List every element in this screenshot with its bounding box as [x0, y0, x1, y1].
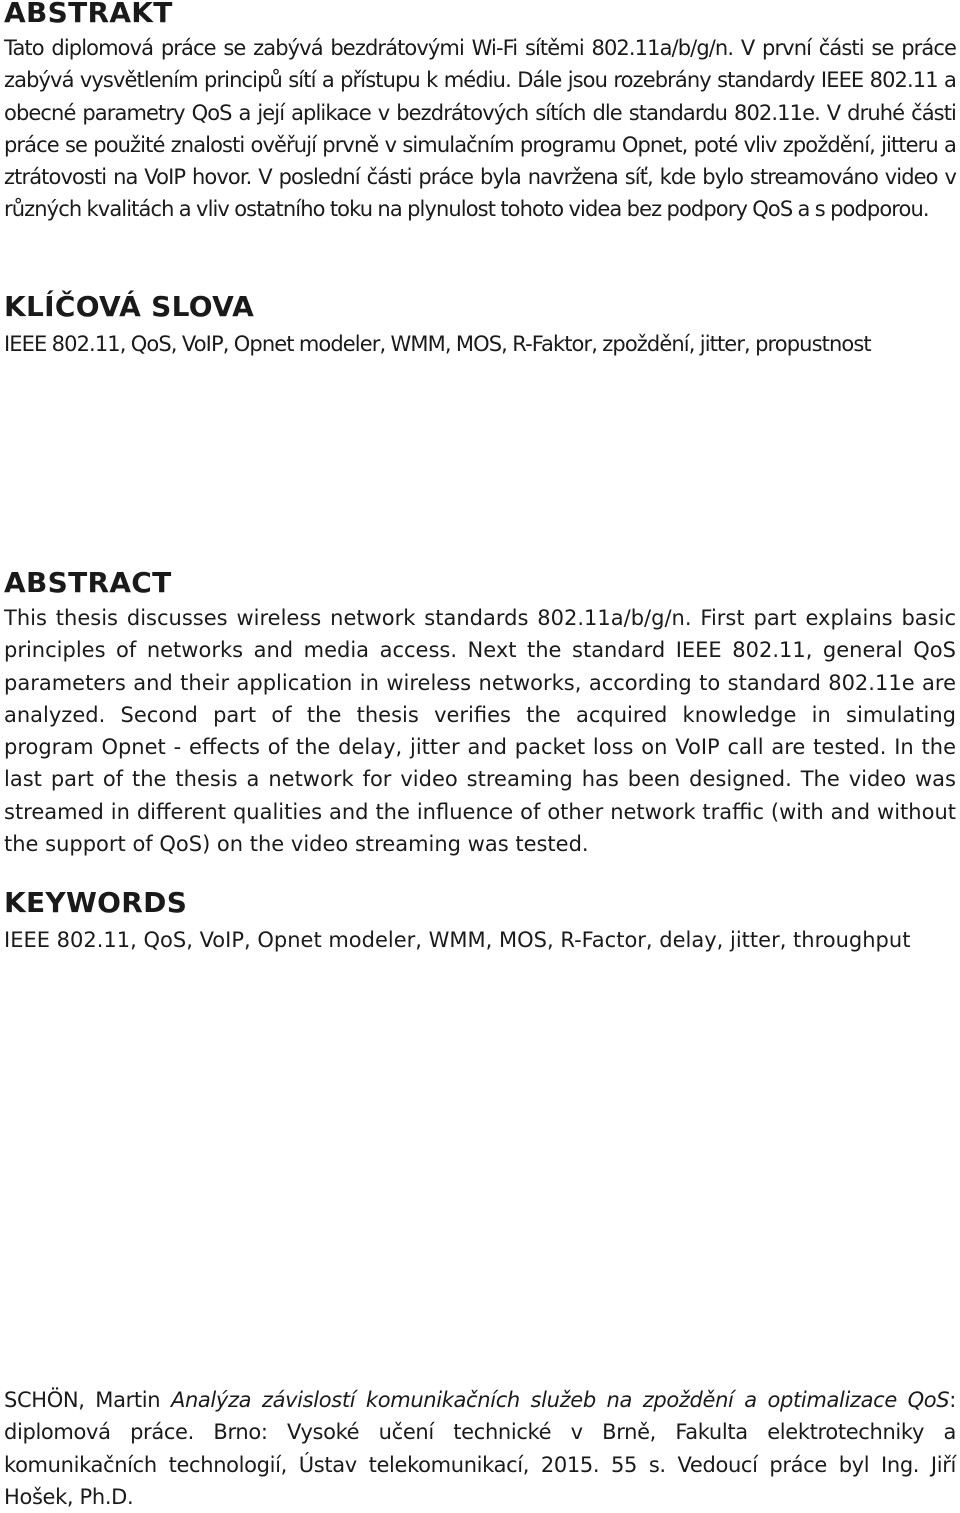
abstrakt-heading: ABSTRAKT: [4, 0, 173, 29]
abstract-text: This thesis discusses wireless network standards 802.11a/b/g/n. First part explains basic principles of networks and media access. Next the standard IEEE 802.11, general QoS parameters and their application in wireless networks, according to standard 802.11e are analyzed. Second part of the thesis verifies the acquired knowledge in simulating program Opnet - effects of the delay, jitter and packet loss on VoIP call are tested. In the last part of the thesis a network for video streaming has been designed. The video was streamed in different qualities and the influence of other network traffic (with and without the support of QoS) on the video streaming was tested.: [4, 606, 956, 857]
keywords-section: [4, 888, 956, 956]
abstrakt-section: [4, 0, 956, 226]
citation-section: [4, 1384, 956, 1513]
abstract-heading: ABSTRACT: [4, 566, 172, 599]
citation-author: SCHÖN, Martin: [4, 1388, 161, 1412]
abstrakt-text: Tato diplomová práce se zabývá bezdrátovými Wi-Fi sítěmi 802.11a/b/g/n. V první části se práce zabývá vysvětlením principů sítí a přístupu k médiu. Dále jsou rozebrány standardy IEEE 802.11 a obecné parametry QoS a její aplikace v bezdrátových sítích dle standardu 802.11e. V druhé části práce se použité znalosti ověřují prvně v simulačním programu Opnet, poté vliv zpoždění, jitteru a ztrátovosti na VoIP hovor. V poslední části práce byla navržena síť, kde bylo streamováno video v různých kvalitách a vliv ostatního toku na plynulost tohoto videa bez podpory QoS a s podporou.: [4, 36, 956, 222]
klicova-slova-text: IEEE 802.11, QoS, VoIP, Opnet modeler, WMM, MOS, R-Faktor, zpoždění, jitter, propustnost: [4, 332, 871, 356]
keywords-heading: KEYWORDS: [4, 886, 188, 919]
klicova-slova-heading: KLÍČOVÁ SLOVA: [4, 290, 255, 323]
klicova-slova-section: [4, 292, 956, 360]
citation-title: Analýza závislostí komunikačních služeb na zpoždění a optimalizace QoS: [170, 1388, 950, 1412]
keywords-text: IEEE 802.11, QoS, VoIP, Opnet modeler, WMM, MOS, R-Factor, delay, jitter, throughput: [4, 928, 911, 952]
citation-text: [4, 1384, 956, 1513]
citation-rest: : diplomová práce. Brno: Vysoké učení technické v Brně, Fakulta elektrotechniky a komunikačních technologií, Ústav telekomunikací, 2015. 55 s. Vedoucí práce byl Ing. Jiří Hošek, Ph.D.: [4, 1388, 956, 1509]
abstract-section: [4, 568, 956, 860]
